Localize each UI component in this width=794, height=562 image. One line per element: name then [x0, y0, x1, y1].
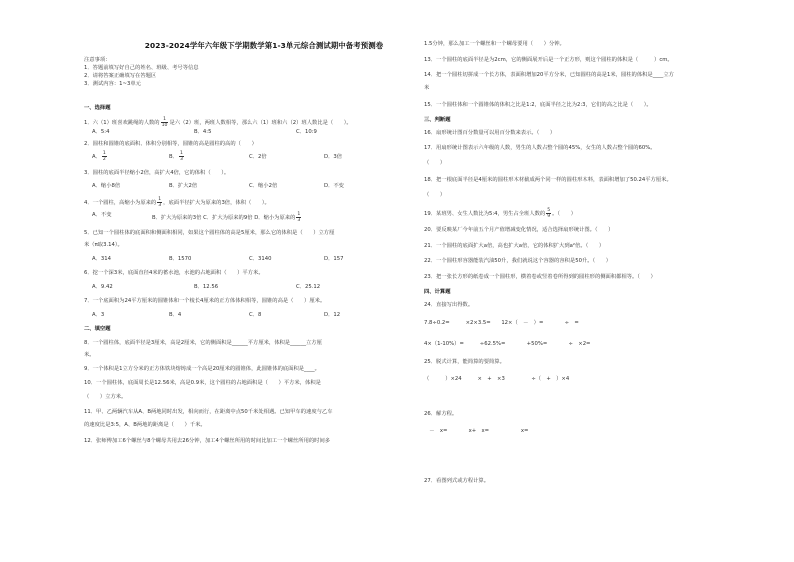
question-26: 26．解方程。: [424, 411, 458, 417]
question-7: 7．一个底面积为24平方厘米的圆锥体和一个棱长4厘米的正方体体积相等，圆锥的高是（ ）厘米。: [84, 298, 326, 304]
question-10-cont: （ ）立方米。: [84, 394, 127, 400]
option: C．缩小2倍: [249, 183, 278, 189]
option: C．10:9: [296, 129, 317, 135]
section-heading: 四、计算题: [424, 289, 451, 295]
question-9: 9．一个体积是1立方分米的正方体铁块熔铸成一个高是20厘米的圆锥体，此圆锥体的底面积是____。: [84, 366, 320, 372]
option: D．157: [324, 256, 344, 262]
section-heading: 一、选择题: [84, 105, 111, 111]
question-17: 17．用扇形统计图表示六年级的人数，男生的人数占整个圆的45%，女生的人数占整个圆的60%。: [424, 145, 656, 151]
option: A． $\frac{1}{2}$: [92, 151, 106, 162]
question-25: 25．脱式计算，能简算的要简算。: [424, 359, 505, 365]
option: D．不变: [324, 183, 344, 189]
fraction: $\frac{1}{10}$: [161, 117, 168, 128]
option: A．9.42: [92, 284, 113, 290]
right-column: [424, 0, 784, 562]
option: C．8: [249, 312, 262, 318]
question-20: 20．要反映某厂今年前五个月产值增减变化情况，适合选择扇形统计图。（ ）: [424, 227, 614, 233]
question-14-cont: 米: [424, 85, 430, 91]
option: A．314: [92, 256, 112, 262]
notice-heading: 注意事项：: [84, 57, 111, 63]
option: C．3140: [249, 256, 272, 262]
left-column: [84, 0, 444, 562]
option: B． $\frac{1}{3}$: [169, 151, 183, 162]
question-5: 5．已知一个圆柱体的底面积和侧面积相同，如果这个圆柱体的高是5厘米，那么它的体积是（ ）立方厘: [84, 230, 335, 236]
question-3: 3．圆柱的底面半径缩小2倍，高扩大4倍，它的体积（ ）。: [84, 170, 230, 176]
notice-line: 1．答题前填写好自己的姓名、班级、考号等信息: [84, 65, 199, 71]
calc-row: － x= x+ x= x=: [424, 428, 534, 434]
question-12-cont: 1.5分钟，那么加工一个螺丝和一个螺母要用（ ）分钟。: [424, 41, 565, 47]
question-18: 18．把一根底面半径是4厘米的圆柱形木材截成两个同一样的圆柱形木料，表面积增加了50.24平方厘米。: [424, 177, 672, 183]
question-10: 10．一个圆柱体，底面周长是12.56米，高是0.9米，这个圆柱的占地面积是（ ）平方米，体积是: [84, 380, 321, 386]
question-23: 23．把一张长方形的纸卷成一个圆柱形，横着卷或竖着卷所得到的圆柱形的侧面积都相等。（ ）: [424, 274, 656, 280]
option: B．1570: [169, 256, 192, 262]
question-5-cont: 米（π取3.14）。: [84, 242, 123, 248]
question-4: 4．一个圆柱，高缩小为原来的 $\frac{1}{3}$ ，底面半径扩大为原来的3倍，体积（ ）。: [84, 197, 270, 208]
question-2: 2．圆柱和圆锥的底面积、体积分别相等，圆锥的高是圆柱的高的（ ）: [84, 141, 257, 147]
question-12: 12．张师傅加工6个螺丝与8个螺母共用去26分钟，加工4个螺丝所用的时间比加工一个螺丝所用的时间多: [84, 438, 331, 444]
question-14: 14．把一个圆柱切拼成一个长方体，表面积增加20平方分米，已知圆柱的高是1米，圆柱的体积是____立方: [424, 72, 674, 78]
question-19: 19．某班男、女生人数比为5:4，男生占全班人数的 $\frac{5}{9}$ 。（ ）: [424, 208, 576, 219]
question-22: 22．一个圆柱形容器能装汽油50升，我们就说这个容器的容积是50升。（ ）: [424, 258, 612, 264]
question-8-cont: 米。: [84, 352, 95, 358]
question-6: 6．挖一个深3米，底面直径4米的蓄水池，水池的占地面积（ ）平方米。: [84, 270, 264, 276]
section-heading: 三、判断题: [424, 117, 451, 123]
notice-line: 2．请将答案正确填写在答题区: [84, 73, 157, 79]
option: D．12: [324, 312, 341, 318]
option: B．扩大为原来的3倍 C．扩大为原来的9倍 D．缩小为原来的 $\frac{1}{3}$: [152, 212, 301, 223]
question-13: 13．一个圆柱的底面半径是为2cm，它的侧面展开后是一个正方形，则这个圆柱的体积是（ ）cm。: [424, 57, 673, 63]
question-1: 1．六（1）班喜欢跳绳的人数的 $\frac{1}{10}$ 是六（2）班，两班人数相等，那么六（1）班和六（2）班人数比是（ ）。: [84, 117, 352, 128]
page-title: 2023-2024学年六年级下学期数学第1-3单元综合测试期中备考预测卷: [144, 41, 384, 50]
option: A．不变: [92, 212, 112, 218]
question-18-cont: （ ）: [424, 192, 446, 198]
question-11-cont: 的速度比是3:5，A、B两地的距离是（ ）千米。: [84, 422, 206, 428]
option: A．5:4: [92, 129, 110, 135]
question-16: 16．扇形统计图百分数量可以用百分数来表示。（ ）: [424, 130, 556, 136]
question-11: 11．甲、乙两辆汽车从A、B两地同时出发，相向而行，在距离中点50千米处相遇。已知甲车的速度与乙车: [84, 409, 333, 415]
question-15: 15．一个圆柱体和一个圆锥体的体积之比是1:2，底面半径之比为2:3，它们的高之比是（ ）。: [424, 102, 652, 108]
notice-line: 3．测试内容：1~3单元: [84, 81, 141, 87]
question-24: 24．直接写出得数。: [424, 302, 474, 308]
option: C．2倍: [249, 154, 267, 160]
section-heading: 二、填空题: [84, 326, 111, 332]
option: B．4:5: [194, 129, 212, 135]
calc-row: （ ）×24 × + ×3 ÷（ + ）×4: [424, 376, 570, 382]
question-21: 21．一个圆柱的底面扩大a倍，高也扩大a倍，它的体积扩大到a²倍。（ ）: [424, 243, 605, 249]
question-17-cont: （ ）: [424, 160, 446, 166]
calc-row: 4×（1-10%）= ÷62.5%= +50%= ÷ ×2=: [424, 341, 591, 347]
calc-row: 7.8÷0.2= ×2×3.5= 12×（ － ）= ÷ =: [424, 320, 579, 326]
question-8: 8．一个圆柱体，底面半径是3厘米，高是2厘米，它的侧面积是______平方厘米，体积是______立方厘: [84, 340, 322, 346]
option: C．25.12: [296, 284, 321, 290]
question-27: 27．看图列式或方程计算。: [424, 478, 490, 484]
option: B．扩大2倍: [169, 183, 198, 189]
option: A．3: [92, 312, 105, 318]
option: D．3倍: [324, 154, 343, 160]
option: A．缩小8倍: [92, 183, 121, 189]
option: B．12.56: [194, 284, 219, 290]
option: B．4: [169, 312, 182, 318]
